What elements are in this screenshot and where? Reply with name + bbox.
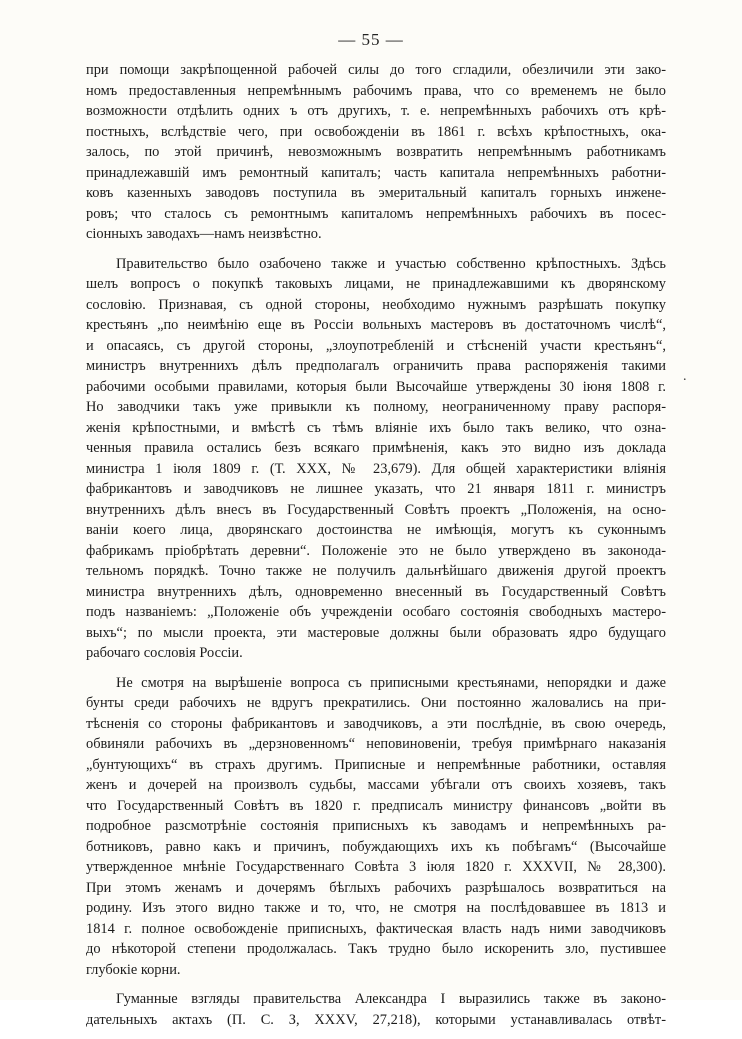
text-line: министра внутреннихъ дѣлъ, одновременно внесенный въ Государственный Совѣтъ (86, 583, 666, 600)
text-line: родину. Изъ этого видно также и то, что, не смотря на послѣдовавшее въ 1813 и (86, 900, 666, 916)
text-line: министръ внутреннихъ дѣлъ предполагалъ ограничить права распоряженія такими (86, 358, 666, 374)
paragraph (86, 989, 666, 1030)
text-line: что Государственный Совѣтъ въ 1820 г. предписалъ министру финансовъ „войти въ (86, 797, 666, 814)
text-line: рабочими особыми правилами, которыя были Высочайше утверждены 30 іюня 1808 г. (86, 378, 666, 395)
text-line: дательныхъ актахъ (П. С. З, XXXV, 27,218), которыми устанавливалась отвѣт- (86, 1011, 666, 1028)
text-line: утвержденное мнѣніе Государственнаго Совѣта 3 іюля 1820 г. XXXVII, № 28,300). (86, 859, 666, 875)
text-line: сіонныхъ заводахъ—намъ неизвѣстно. (86, 226, 322, 242)
text-line: постныхъ, вслѣдствіе чего, при освобожденіи въ 1861 г. всѣхъ крѣпостныхъ, ока- (86, 123, 666, 140)
text-line: ченныя правила остались безъ всякаго примѣненія, какъ это видно изъ доклада (86, 440, 666, 456)
text-line: „бунтующихъ“ въ страхъ другимъ. Приписные и непремѣнные работники, оставляя (86, 756, 666, 773)
text-line: внутреннихъ дѣлъ внесъ въ Государственный Совѣтъ проектъ „Положенія, на осно- (86, 501, 666, 518)
text-line: принадлежавшій имъ ремонтный капиталъ; часть капитала непремѣнныхъ работни- (86, 164, 666, 181)
text-line: Не смотря на вырѣшеніе вопроса съ приписными крестьянами, непорядки и даже (116, 674, 666, 691)
text-line: подробное разсмотрѣніе состоянія приписныхъ къ заводамъ и непремѣнныхъ ра- (86, 818, 666, 834)
text-line: женъ и дочерей на произволъ судьбы, массами убѣгали отъ своихъ хозяевъ, такъ (86, 777, 666, 793)
text-line: и опасаясь, съ другой стороны, „злоупотребленій и стѣсненій участи крестьянъ“, (86, 337, 666, 354)
text-line: фабрикамъ пріобрѣтать деревни“. Положеніе это не было утверждено въ законода- (86, 542, 666, 559)
paragraph (86, 673, 666, 981)
page-number: — 55 — (338, 30, 404, 49)
margin-mark: . (683, 369, 687, 384)
text-line: министра 1 іюля 1809 г. (Т. XXX, № 23,679). Для общей характеристики вліянія (86, 460, 666, 477)
text-line: 1814 г. полное освобожденіе приписныхъ, фактическая власть надъ ними заводчиковъ (86, 920, 666, 937)
text-line: возможности отдѣлить одних ъ отъ другихъ, т. е. непремѣнныхъ рабочихъ отъ крѣ- (86, 103, 666, 119)
text-line: При этомъ женамъ и дочерямъ бѣглыхъ рабочихъ разрѣшалось возвратиться на (86, 879, 666, 896)
text-line: выхъ“; по мысли проекта, эти мастеровые должны были образовать ядро будущаго (86, 624, 666, 641)
text-line: Правительство было озабочено также и участью собственно крѣпостныхъ. Здѣсь (116, 255, 666, 272)
text-line: женія крѣпостными, и вмѣстѣ съ тѣмъ вліяніе ихъ было такъ велико, что озна- (86, 419, 666, 436)
text-line: шелъ вопросъ о покупкѣ таковыхъ лицами, не принадлежавшими къ дворянскому (86, 276, 666, 292)
text-line: рабочаго сословія Россіи. (86, 645, 243, 661)
text-line: глубокіе корни. (86, 961, 181, 978)
text-line: тельномъ порядкѣ. Точно также не получилъ дальнѣйшаго движенія другой проектъ (86, 563, 666, 579)
text-line: крестьянъ „по неимѣнію еще въ Россіи вольныхъ мастеровъ въ достаточномъ числѣ“, (86, 317, 666, 333)
text-line: ровъ; что сталось съ ремонтнымъ капиталомъ непремѣнныхъ рабочихъ въ посес- (86, 205, 666, 222)
paragraph (86, 254, 666, 664)
text-line: до нѣкоторой степени продолжалась. Такъ трудно было искоренить зло, пустившее (86, 941, 666, 957)
text-line: фабрикантовъ и заводчиковъ не лишнее указать, что 21 января 1811 г. министръ (86, 481, 666, 497)
body-text (86, 60, 666, 1039)
text-line: залось, по этой причинѣ, невозможнымъ возвратить непремѣннымъ работникамъ (86, 144, 666, 160)
text-line: номъ предоставленныя непремѣннымъ рабочимъ права, что со временемъ не было (86, 82, 666, 99)
text-line: Но заводчики такъ уже привыкли къ полному, неограниченному праву распоря- (86, 399, 666, 415)
text-line: Гуманные взгляды правительства Александра I выразились также въ законо- (116, 991, 666, 1007)
text-line: тѣсненія со стороны фабрикантовъ и заводчиковъ, а эти послѣдніе, въ свою очередь, (86, 715, 666, 732)
text-line: бунты среди рабочихъ не вдругъ прекратились. Они постоянно жаловались на при- (86, 695, 666, 711)
text-line: ботниковъ, равно какъ и причинъ, побуждающихъ ихъ къ побѣгамъ“ (Высочайше (86, 838, 666, 855)
text-line: подъ названіемъ: „Положеніе объ учрежденіи особаго состоянія свободныхъ мастеро- (86, 604, 666, 620)
text-line: сословію. Признавая, съ одной стороны, необходимо нужнымъ разрѣшать покупку (86, 296, 666, 313)
text-line: ваніи коего лица, дворянскаго достоинства не имѣющія, могутъ къ суконнымъ (86, 522, 666, 538)
paragraph (86, 60, 666, 245)
text-line: ковъ казенныхъ заводовъ поступила въ эмеритальный капиталъ горныхъ инжене- (86, 185, 666, 201)
text-line: обвиняли рабочихъ въ „дерзновенномъ“ неповиновеніи, требуя примѣрнаго наказанія (86, 736, 666, 752)
text-line: при помощи закрѣпощенной рабочей силы до того сгладили, обезличили эти зако- (86, 62, 666, 78)
